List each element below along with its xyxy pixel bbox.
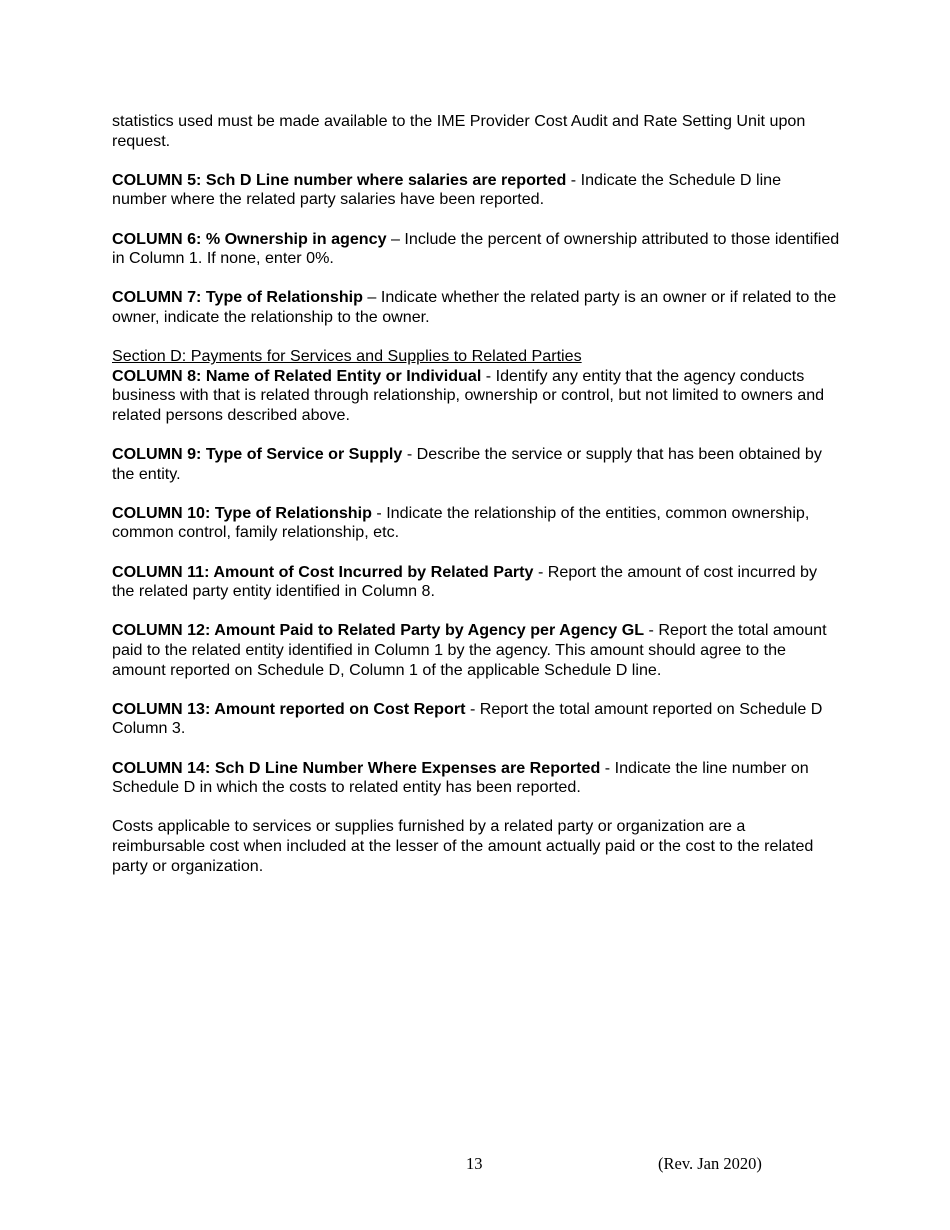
column-11-heading: COLUMN 11: Amount of Cost Incurred by Related Party: [112, 562, 534, 581]
column-5-heading: COLUMN 5: Sch D Line number where salaries are reported: [112, 170, 567, 189]
column-13-text: - Report the total amount reported on Schedule D Column 3.: [112, 699, 823, 738]
column-14-paragraph: [112, 759, 840, 798]
column-6-text: – Include the percent of ownership attributed to those identified in Column 1. If none, enter 0%.: [112, 229, 840, 268]
column-12-paragraph: [112, 621, 840, 680]
column-14-text: - Indicate the line number on Schedule D in which the costs to related entity has been reported.: [112, 758, 809, 797]
column-11-paragraph: [112, 563, 840, 602]
page-number: 13: [466, 1154, 483, 1173]
column-13-heading: COLUMN 13: Amount reported on Cost Report: [112, 699, 466, 718]
document-body: [112, 112, 840, 876]
column-9-paragraph: [112, 445, 840, 484]
column-10-text: - Indicate the relationship of the entities, common ownership, common control, family relationship, etc.: [112, 503, 810, 542]
column-12-heading: COLUMN 12: Amount Paid to Related Party by Agency per Agency GL: [112, 621, 645, 640]
column-6-paragraph: [112, 230, 840, 269]
revision-date: (Rev. Jan 2020): [658, 1154, 762, 1173]
closing-paragraph: [112, 817, 840, 876]
column-10-heading: COLUMN 10: Type of Relationship: [112, 503, 372, 522]
column-14-heading: COLUMN 14: Sch D Line Number Where Expenses are Reported: [112, 758, 601, 777]
column-7-paragraph: [112, 288, 840, 327]
intro-paragraph: [112, 112, 840, 151]
column-8-text: - Identify any entity that the agency conducts business with that is related through relationship, ownership or control, but not limited to owners and related persons described above.: [112, 366, 825, 424]
column-8-paragraph: [112, 367, 840, 426]
column-7-text: – Indicate whether the related party is an owner or if related to the owner, indicate the relationship to the owner.: [112, 288, 837, 326]
column-7-heading: COLUMN 7: Type of Relationship: [112, 288, 363, 307]
column-5-paragraph: [112, 171, 840, 210]
intro-text: statistics used must be made available to the IME Provider Cost Audit and Rate Setting Unit upon request.: [112, 112, 806, 150]
column-6-heading: COLUMN 6: % Ownership in agency: [112, 229, 387, 248]
column-8-heading: COLUMN 8: Name of Related Entity or Individual: [112, 366, 482, 385]
column-9-text: - Describe the service or supply that has been obtained by the entity.: [112, 445, 822, 483]
closing-text: Costs applicable to services or supplies furnished by a related party or organization are a reimbursable cost when included at the lesser of the amount actually paid or the cost to the related party or organization.: [112, 817, 814, 875]
column-5-text: - Indicate the Schedule D line number where the related party salaries have been reported.: [112, 170, 782, 209]
column-9-heading: COLUMN 9: Type of Service or Supply: [112, 445, 403, 464]
column-10-paragraph: [112, 504, 840, 543]
column-13-paragraph: [112, 700, 840, 739]
column-12-text: - Report the total amount paid to the related entity identified in Column 1 by the agency. This amount should agree to the amount reported on Schedule D, Column 1 of the applicable Schedule D line.: [112, 621, 827, 679]
column-11-text: - Report the amount of cost incurred by the related party entity identified in Column 8.: [112, 562, 818, 601]
section-d-heading: Section D: Payments for Services and Supplies to Related Parties: [112, 347, 582, 366]
